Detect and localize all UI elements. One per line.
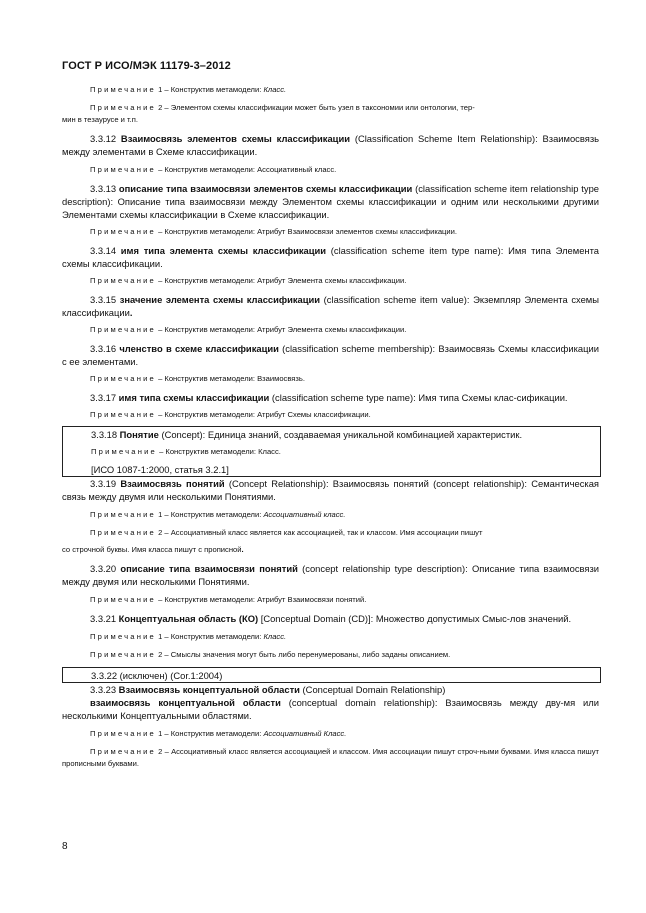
term-definition: 3.3.17 имя типа схемы классификации (classification scheme type name): Имя типа Схемы клас-сификации. (90, 392, 568, 403)
term-definition: 3.3.19 Взаимосвязь понятий (Concept Relationship): Взаимосвязь понятий (concept relationship): Семантическая связь между двумя или несколькими Понятиями. (62, 478, 599, 502)
note: Примечание 1 – Конструктив метамодели: Ассоциативный класс. (90, 510, 346, 519)
note: Примечание – Конструктив метамодели: Класс. (91, 447, 281, 456)
boxed-term-3-3-18 (62, 426, 601, 477)
term-definition: взаимосвязь концептуальной области (conceptual domain relationship): Взаимосвязь между дву-мя или несколькими Концептуальными областями. (62, 697, 599, 721)
note: Примечание – Конструктив метамодели: Атрибут Элемента схемы классификации. (90, 325, 407, 334)
note: Примечание 1 – Конструктив метамодели: Класс. (90, 632, 287, 641)
page-number: 8 (62, 841, 68, 852)
note: Примечание 2 – Элементом схемы классификации может быть узел в таксономии или онтологии, тер- (90, 103, 475, 112)
note: Примечание 1 – Конструктив метамодели: Ассоциативный Класс. (90, 729, 347, 738)
term-definition: 3.3.13 описание типа взаимосвязи элементов схемы классификации (classification scheme item relationship type description): Описание типа взаимосвязи между Элементом схемы классификации и одним или несколькими другими Элементами схемы классификации в Схеме классификации. (62, 183, 600, 220)
note: Примечание 2 – Смыслы значения могут быть либо перенумерованы, либо заданы описанием. (90, 650, 451, 659)
term-definition: 3.3.16 членство в схеме классификации (classification scheme membership): Взаимосвязь Схемы классификации с ее элементами. (62, 343, 599, 367)
note: Примечание 2 – Ассоциативный класс является как ассоциацией, так и классом. Имя ассоциации пишут (90, 528, 483, 537)
note: Примечание 1 – Конструктив метамодели: Класс. (90, 85, 287, 94)
term-definition: 3.3.23 Взаимосвязь концептуальной области (Conceptual Domain Relationship) (90, 684, 446, 695)
note: Примечание 2 – Ассоциативный класс является ассоциацией и классом. Имя ассоциации пишут строч-ными буквами. Имя класса пишут прописными буквами. (62, 747, 599, 768)
term-definition: 3.3.14 имя типа элемента схемы классификации (classification scheme item type name): Имя типа Элемента схемы классификации. (62, 245, 599, 269)
note: Примечание – Конструктив метамодели: Взаимосвязь. (90, 374, 305, 383)
term-definition: 3.3.12 Взаимосвязь элементов схемы классификации (Classification Scheme Item Relationship): Взаимосвязь между элементами в Схеме классификации. (62, 133, 600, 157)
removed-term: 3.3.22 (исключен) (Cor.1:2004) (91, 670, 223, 681)
note: Примечание – Конструктив метамодели: Атрибут Взаимосвязи элементов схемы классификации. (90, 227, 457, 236)
document-body (62, 84, 599, 770)
term-definition: 3.3.15 значение элемента схемы классификации (classification scheme item value): Экземпляр Элемента схемы классификации. (62, 294, 599, 318)
document-header: ГОСТ Р ИСО/МЭК 11179-3–2012 (62, 60, 231, 72)
boxed-term-3-3-22 (62, 667, 601, 683)
term-definition: 3.3.18 Понятие (Concept): Единица знаний, создаваемая уникальной комбинацией характеристик. (91, 429, 523, 440)
note-continuation: мин в тезаурусе и т.п. (62, 115, 138, 124)
note-continuation: со строчной буквы. Имя класса пишут с прописной. (62, 545, 244, 554)
term-definition: 3.3.21 Концептуальная область (КО) [Conceptual Domain (CD)]: Множество допустимых Смыс-лов значений. (90, 613, 572, 624)
source-reference: [ИСО 1087-1:2000, статья 3.2.1] (91, 464, 229, 475)
note: Примечание – Конструктив метамодели: Атрибут Элемента схемы классификации. (90, 276, 407, 285)
note: Примечание – Конструктив метамодели: Ассоциативный класс. (90, 165, 337, 174)
note: Примечание – Конструктив метамодели: Атрибут Схемы классификации. (90, 410, 371, 419)
note: Примечание – Конструктив метамодели: Атрибут Взаимосвязи понятий. (90, 595, 367, 604)
term-definition: 3.3.20 описание типа взаимосвязи понятий (concept relationship type description): Описание типа взаимосвязи между двумя или несколькими Понятиями. (62, 563, 599, 587)
